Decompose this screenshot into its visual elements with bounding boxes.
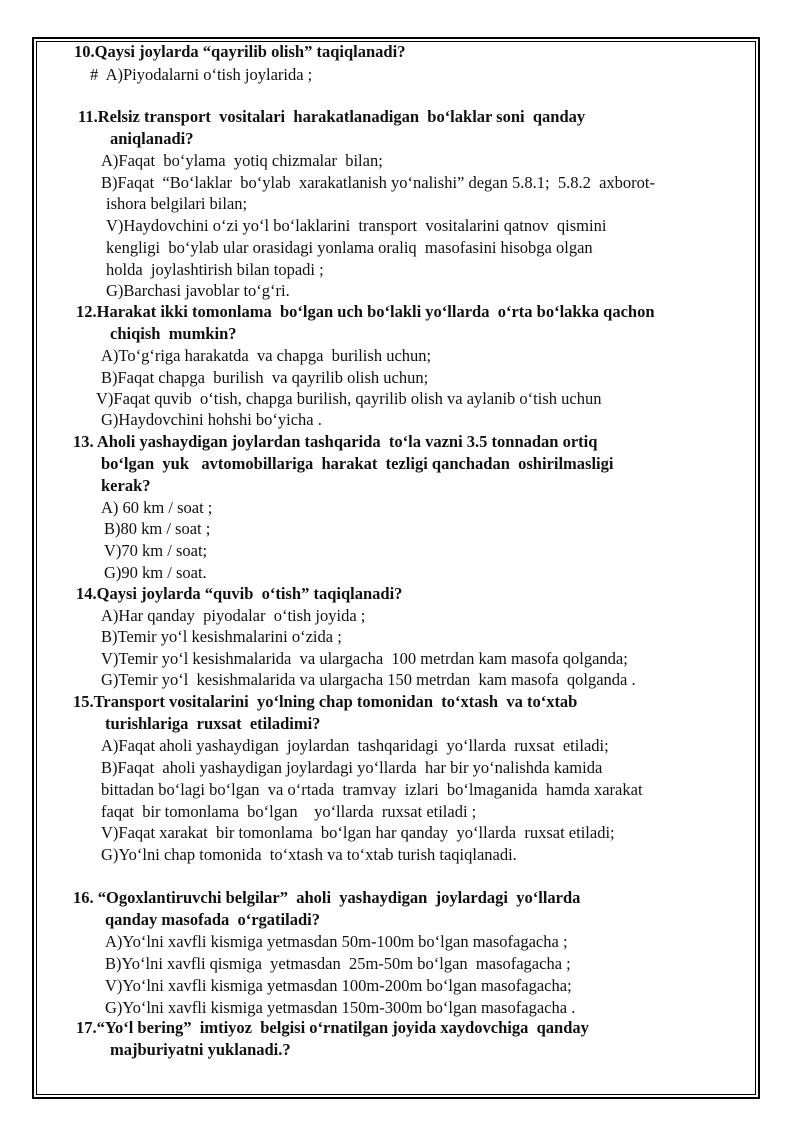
- question-14-answer-a: A)Har qanday piyodalar o‘tish joyida ;: [101, 606, 366, 625]
- question-16-answer-b: B)Yo‘lni xavfli qismiga yetmasdan 25m-50m bo‘lgan masofagacha ;: [105, 954, 571, 973]
- question-15-title-cont: turishlariga ruxsat etiladimi?: [105, 714, 321, 733]
- question-15-answer-a: A)Faqat aholi yashaydigan joylardan tashqaridagi yo‘llarda ruxsat etiladi;: [101, 736, 609, 755]
- question-10-answer-a: # A)Piyodalarni o‘tish joylarida ;: [90, 65, 313, 84]
- question-13-title: 13. Aholi yashaydigan joylardan tashqarida to‘la vazni 3.5 tonnadan ortiq: [73, 432, 598, 451]
- question-12-answer-v: V)Faqat quvib o‘tish, chapga burilish, qayrilib olish va aylanib o‘tish uchun: [96, 389, 602, 408]
- question-15-title: 15.Transport vositalarini yo‘lning chap tomonidan to‘xtash va to‘xtab: [73, 692, 578, 711]
- question-12-title: 12.Harakat ikki tomonlama bo‘lgan uch bo‘lakli yo‘llarda o‘rta bo‘lakka qachon: [76, 302, 655, 321]
- question-12-answer-g: G)Haydovchini hohshi bo‘yicha .: [101, 410, 322, 429]
- question-13-title-cont2: kerak?: [101, 476, 151, 495]
- question-16-answer-g: G)Yo‘lni xavfli kismiga yetmasdan 150m-300m bo‘lgan masofagacha .: [105, 998, 576, 1017]
- question-15-answer-b-cont2: faqat bir tomonlama bo‘lgan yo‘llarda ruxsat etiladi ;: [101, 802, 477, 821]
- question-13-answer-g: G)90 km / soat.: [104, 563, 207, 582]
- question-11-answer-v-cont1: kengligi bo‘ylab ular orasidagi yonlama oraliq masofasini hisobga olgan: [106, 238, 593, 257]
- question-11-answer-v: V)Haydovchini o‘zi yo‘l bo‘laklarini transport vositalarini qatnov qismini: [106, 216, 607, 235]
- question-12-answer-a: A)To‘g‘riga harakatda va chapga burilish uchun;: [101, 346, 432, 365]
- question-11-title-cont: aniqlanadi?: [110, 129, 194, 148]
- question-14-answer-v: V)Temir yo‘l kesishmalarida va ulargacha 100 metrdan kam masofa qolganda;: [101, 649, 628, 668]
- question-11-answer-b-cont: ishora belgilari bilan;: [106, 194, 248, 213]
- question-12-answer-b: B)Faqat chapga burilish va qayrilib olish uchun;: [101, 368, 429, 387]
- question-16-title-cont: qanday masofada o‘rgatiladi?: [105, 910, 320, 929]
- question-12-title-cont: chiqish mumkin?: [110, 324, 237, 343]
- question-11-answer-g: G)Barchasi javoblar to‘g‘ri.: [106, 281, 290, 300]
- question-13-answer-b: B)80 km / soat ;: [104, 519, 211, 538]
- question-10-title: 10.Qaysi joylarda “qayrilib olish” taqiqlanadi?: [74, 42, 406, 61]
- question-14-title: 14.Qaysi joylarda “quvib o‘tish” taqiqlanadi?: [76, 584, 403, 603]
- question-15-answer-b: B)Faqat aholi yashaydigan joylardagi yo‘llarda har bir yo‘nalishda kamida: [101, 758, 603, 777]
- question-11-answer-a: A)Faqat bo‘ylama yotiq chizmalar bilan;: [101, 151, 383, 170]
- question-11-answer-v-cont2: holda joylashtirish bilan topadi ;: [106, 260, 324, 279]
- question-13-answer-a: A) 60 km / soat ;: [101, 498, 213, 517]
- question-15-answer-b-cont1: bittadan bo‘lagi bo‘lgan va o‘rtada tramvay izlari bo‘lmaganida hamda xarakat: [101, 780, 643, 799]
- question-13-title-cont1: bo‘lgan yuk avtomobillariga harakat tezligi qanchadan oshirilmasligi: [101, 454, 614, 473]
- question-17-title: 17.“Yo‘l bering” imtiyoz belgisi o‘rnatilgan joyida xaydovchiga qanday: [76, 1018, 589, 1037]
- question-15-answer-g: G)Yo‘lni chap tomonida to‘xtash va to‘xtab turish taqiqlanadi.: [101, 845, 517, 864]
- question-16-answer-a: A)Yo‘lni xavfli kismiga yetmasdan 50m-100m bo‘lgan masofagacha ;: [105, 932, 568, 951]
- question-16-title: 16. “Ogoxlantiruvchi belgilar” aholi yashaydigan joylardagi yo‘llarda: [73, 888, 581, 907]
- question-11-answer-b: B)Faqat “Bo‘laklar bo‘ylab xarakatlanish yo‘nalishi” degan 5.8.1; 5.8.2 axborot-: [101, 173, 655, 192]
- question-14-answer-g: G)Temir yo‘l kesishmalarida va ulargacha 150 metrdan kam masofa qolganda .: [101, 670, 636, 689]
- question-14-answer-b: B)Temir yo‘l kesishmalarini o‘zida ;: [101, 627, 342, 646]
- question-11-title: 11.Relsiz transport vositalari harakatlanadigan bo‘laklar soni qanday: [78, 107, 586, 126]
- question-17-title-cont: majburiyatni yuklanadi.?: [110, 1040, 291, 1059]
- question-15-answer-v: V)Faqat xarakat bir tomonlama bo‘lgan har qanday yo‘llarda ruxsat etiladi;: [101, 823, 615, 842]
- question-13-answer-v: V)70 km / soat;: [104, 541, 208, 560]
- question-16-answer-v: V)Yo‘lni xavfli kismiga yetmasdan 100m-200m bo‘lgan masofagacha;: [105, 976, 572, 995]
